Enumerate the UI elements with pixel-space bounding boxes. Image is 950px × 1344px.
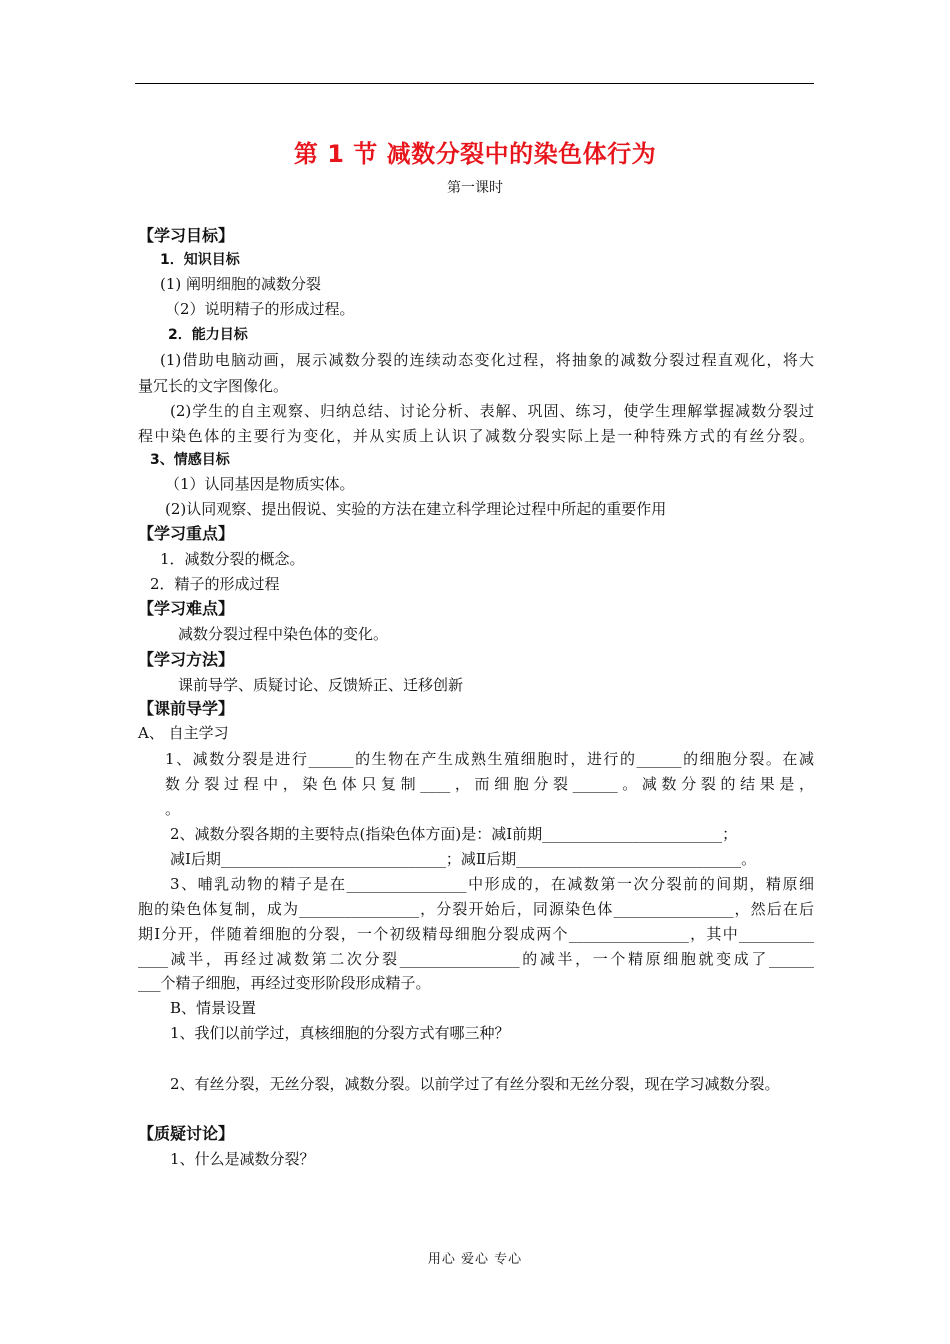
scenario-heading: B、情景设置 bbox=[170, 999, 257, 1017]
question-3-line2: 胞的染色体复制，成为________________，分裂开始后，同源染色体________________，然后在后 bbox=[138, 900, 814, 918]
question-3-line5: ___个精子细胞，再经过变形阶段形成精子。 bbox=[138, 974, 431, 992]
question-1-line3: 。 bbox=[165, 800, 181, 818]
question-1-line1: 1、减数分裂是进行______的生物在产生成熟生殖细胞时，进行的______的细胞分裂。在减 bbox=[165, 750, 814, 768]
ability-item-2-line1: (2)学生的自主观察、归纳总结、讨论分析、表解、巩固、练习，使学生理解掌握减数分裂过 bbox=[170, 402, 814, 420]
difficulties-heading: 【学习难点】 bbox=[138, 599, 235, 618]
key-points-heading: 【学习重点】 bbox=[138, 524, 235, 543]
emotion-item-1: （1）认同基因是物质实体。 bbox=[165, 475, 355, 493]
difficulty-item-1: 减数分裂过程中染色体的变化。 bbox=[178, 625, 389, 643]
ability-goal-heading: 2．能力目标 bbox=[168, 327, 248, 343]
ability-item-1-line1: (1)借助电脑动画，展示减数分裂的连续动态变化过程，将抽象的减数分裂过程直观化，将大 bbox=[160, 351, 814, 369]
discussion-heading: 【质疑讨论】 bbox=[138, 1124, 235, 1143]
question-3-line4: ____减半，再经过减数第二次分裂________________的减半，一个精原细胞就变成了______ bbox=[138, 950, 814, 968]
self-study-heading: A、 自主学习 bbox=[138, 724, 229, 742]
question-3-line3: 期Ⅰ分开，伴随着细胞的分裂，一个初级精母细胞分裂成两个________________，其中__________ bbox=[138, 925, 814, 943]
scenario-question-1: 1、我们以前学过，真核细胞的分裂方式有哪三种？ bbox=[170, 1024, 510, 1042]
scenario-answer-1: 2、有丝分裂，无丝分裂，减数分裂。以前学过了有丝分裂和无丝分裂，现在学习减数分裂。 bbox=[170, 1075, 780, 1093]
methods-heading: 【学习方法】 bbox=[138, 650, 235, 669]
knowledge-item-1: (1) 阐明细胞的减数分裂 bbox=[160, 275, 322, 293]
question-1-line2: 数分裂过程中，染色体只复制____，而细胞分裂______。减数分裂的结果是， bbox=[165, 775, 814, 793]
page-subtitle: 第一课时 bbox=[447, 180, 503, 196]
emotion-item-2: (2)认同观察、提出假说、实验的方法在建立科学理论过程中所起的重要作用 bbox=[165, 500, 667, 518]
ability-item-1-line2: 量冗长的文字图像化。 bbox=[138, 377, 289, 395]
ability-item-2-line2: 程中染色体的主要行为变化，并从实质上认识了减数分裂实际上是一种特殊方式的有丝分裂。 bbox=[138, 427, 814, 445]
question-3-line1: 3、哺乳动物的精子是在________________中形成的，在减数第一次分裂前的间期，精原细 bbox=[170, 875, 814, 893]
page-title: 第 1 节 减数分裂中的染色体行为 bbox=[293, 140, 657, 168]
question-2-line2: 减Ⅰ后期______________________________；减Ⅱ后期______________________________。 bbox=[170, 850, 757, 868]
knowledge-item-2: （2）说明精子的形成过程。 bbox=[165, 300, 355, 318]
question-2-line1: 2、减数分裂各期的主要特点(指染色体方面)是：减Ⅰ前期________________________； bbox=[170, 825, 738, 843]
emotion-goal-heading: 3、情感目标 bbox=[150, 452, 230, 468]
page-footer: 用心 爱心 专心 bbox=[427, 1252, 523, 1267]
key-point-1: 1．减数分裂的概念。 bbox=[160, 550, 305, 568]
preview-heading: 【课前导学】 bbox=[138, 699, 235, 718]
key-point-2: 2．精子的形成过程 bbox=[150, 575, 280, 593]
knowledge-goal-heading: 1．知识目标 bbox=[160, 252, 240, 268]
header-rule bbox=[135, 83, 814, 84]
method-item-1: 课前导学、质疑讨论、反馈矫正、迁移创新 bbox=[178, 676, 464, 694]
discussion-item-1: 1、什么是减数分裂？ bbox=[170, 1150, 315, 1168]
goals-heading: 【学习目标】 bbox=[138, 226, 235, 245]
